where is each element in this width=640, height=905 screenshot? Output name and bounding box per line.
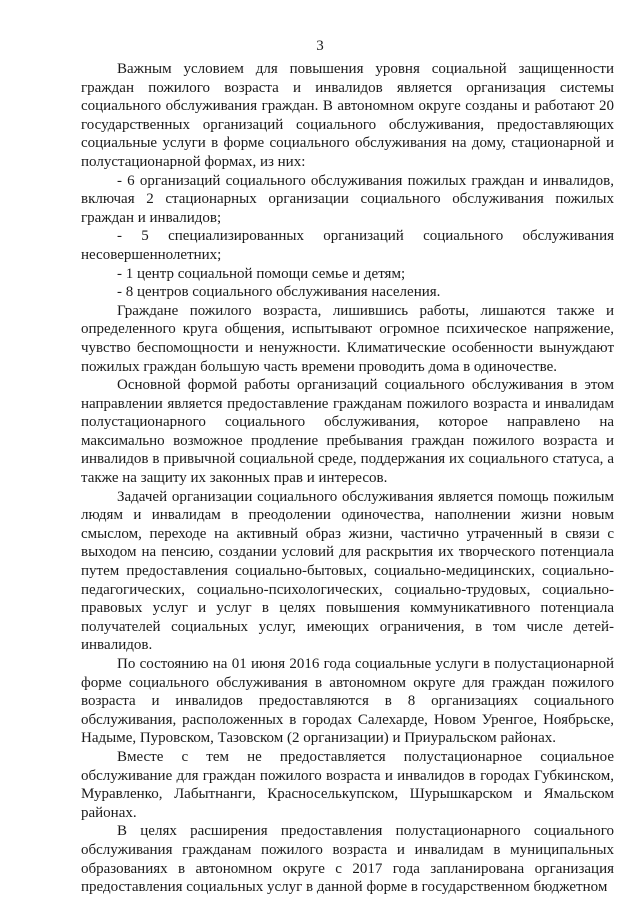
body-paragraph: Основной формой работы организаций социального обслуживания в этом направлении является предоставление гражданам пожилого возраста и инвалидам полустационарного социального обслуживания, которое направлено на максимально возможное продление пребывания граждан пожилого возраста и инвалидов в привычной социальной среде, поддержания их социального статуса, а также на защиту их законных прав и интересов. xyxy=(81,377,614,487)
list-item-paragraph: - 1 центр социальной помощи семье и детям; xyxy=(117,265,406,282)
list-item-paragraph: - 8 центров социального обслуживания населения. xyxy=(117,284,441,301)
list-item-paragraph: - 5 специализированных организаций социального обслуживания несовершеннолетних; xyxy=(81,228,614,263)
body-paragraph: Задачей организации социального обслуживания является помощь пожилым людям и инвалидам в преодолении одиночества, наполнении жизни новым смыслом, переходе на активный образ жизни, частично утраченный в связи с выходом на пенсию, создании условий для раскрытия их творческого потенциала путем предоставления социально-бытовых, социально-медицинских, социально-педагогических, социально-психологических, социально-трудовых, социально-правовых услуг и услуг в целях повышения коммуникативного потенциала получателей социальных услуг, имеющих ограничения, в том числе детей-инвалидов. xyxy=(81,488,614,654)
body-paragraph: В целях расширения предоставления полустационарного социального обслуживания гражданам пожилого возраста и инвалидам в муниципальных образованиях в автономном округе с 2017 года запланирована организация предоставления социальных услуг в данной форме в государственном бюджетном xyxy=(81,823,614,896)
list-item-paragraph: - 6 организаций социального обслуживания пожилых граждан и инвалидов, включая 2 стационарных организации социального обслуживания пожилых граждан и инвалидов; xyxy=(81,172,614,226)
body-paragraph: Граждане пожилого возраста, лишившись работы, лишаются также и определенного круга общения, испытывают огромное психическое напряжение, чувство беспомощности и ненужности. Климатические особенности вынуждают пожилых граждан большую часть времени проводить дома в одиночестве. xyxy=(81,302,614,375)
body-paragraph: Важным условием для повышения уровня социальной защищенности граждан пожилого возраста и инвалидов является организация системы социального обслуживания граждан. В автономном округе созданы и работают 20 государственных организаций социального обслуживания, предоставляющих социальные услуги в форме социального обслуживания на дому, стационарной и полустационарной формах, из них: xyxy=(81,61,614,170)
page-number: 3 xyxy=(316,38,324,54)
body-paragraph: По состоянию на 01 июня 2016 года социальные услуги в полустационарной форме социального обслуживания в автономном округе для граждан пожилого возраста и инвалидов предоставляются в 8 организациях социального обслуживания, расположенных в городах Салехарде, Новом Уренгое, Ноябрьске, Надыме, Пуровском, Тазовском (2 организации) и Приуральском районах. xyxy=(81,656,614,747)
body-paragraph: Вместе с тем не предоставляется полустационарное социальное обслуживание для граждан пожилого возраста и инвалидов в городах Губкинском, Муравленко, Лабытнанги, Красноселькупском, Шурышкарском и Ямальском районах. xyxy=(81,748,614,821)
document-body xyxy=(81,60,614,897)
